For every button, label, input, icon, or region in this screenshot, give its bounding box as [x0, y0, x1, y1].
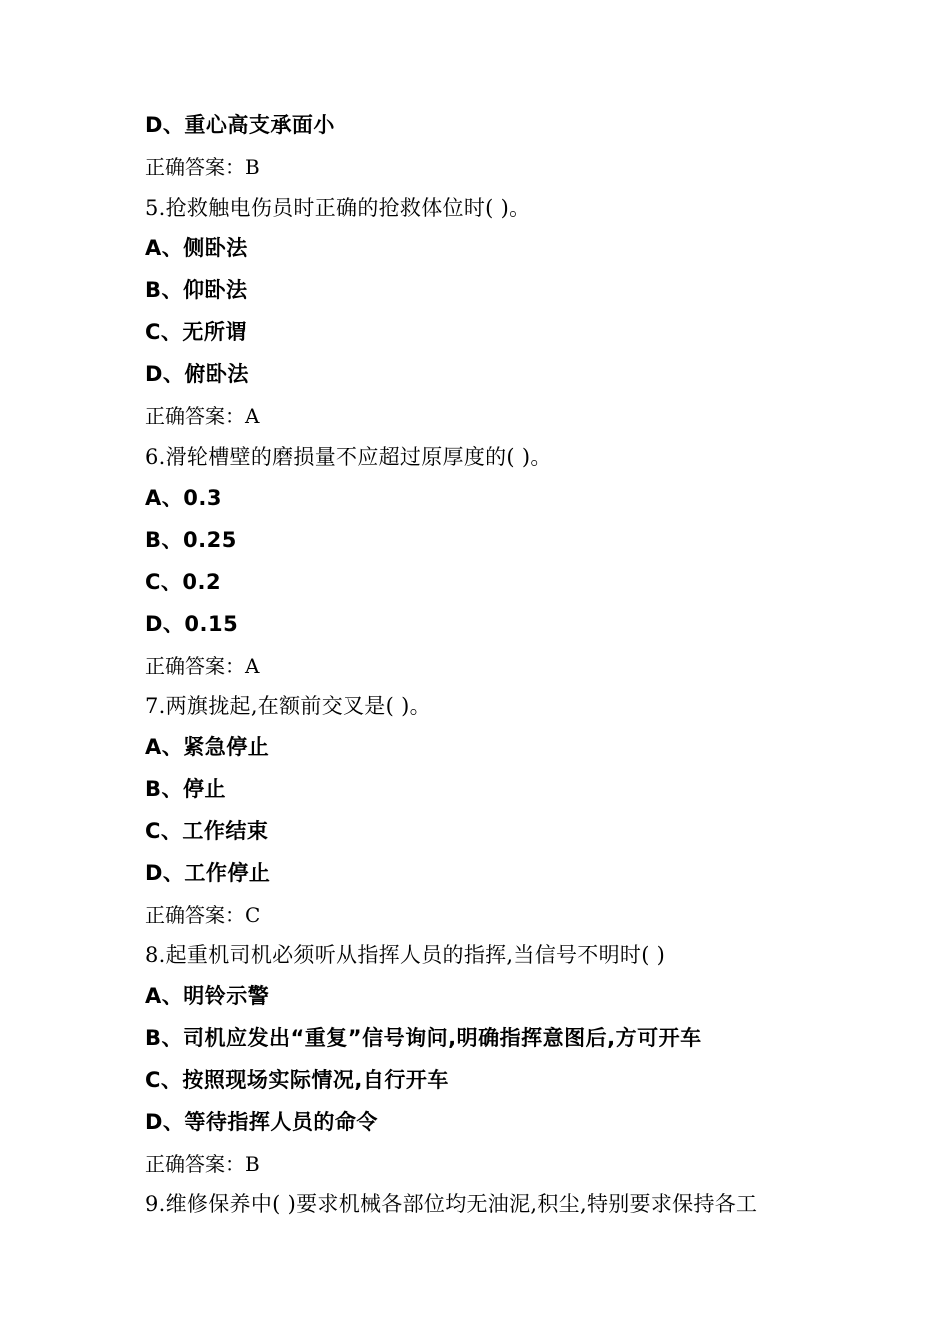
option-5a: A、侧卧法: [145, 236, 248, 260]
question-5: 5.抢救触电伤员时正确的抢救体位时( )。: [145, 196, 531, 220]
question-7: 7.两旗拢起,在额前交叉是( )。: [145, 694, 431, 718]
option-6c: C、0.2: [145, 570, 222, 594]
option-7d: D、工作停止: [145, 861, 271, 885]
option-8c: C、按照现场实际情况,自行开车: [145, 1068, 449, 1092]
option-5c: C、无所谓: [145, 320, 247, 344]
answer-5: 正确答案：A: [145, 404, 260, 428]
option-5d: D、俯卧法: [145, 362, 249, 386]
answer-6: 正确答案：A: [145, 654, 260, 678]
answer-8: 正确答案：B: [145, 1152, 260, 1176]
question-9: 9.维修保养中( )要求机械各部位均无油泥,积尘,特别要求保持各工: [145, 1192, 758, 1216]
option-7a: A、紧急停止: [145, 735, 270, 759]
question-6: 6.滑轮槽壁的磨损量不应超过原厚度的( )。: [145, 445, 552, 469]
question-8: 8.起重机司机必须听从指挥人员的指挥,当信号不明时( ): [145, 943, 666, 967]
option-8d: D、等待指挥人员的命令: [145, 1110, 378, 1134]
option-7c: C、工作结束: [145, 819, 269, 843]
option-4d: D、重心高支承面小: [145, 113, 335, 137]
answer-4: 正确答案：B: [145, 155, 260, 179]
option-7b: B、停止: [145, 777, 227, 801]
answer-7: 正确答案：C: [145, 903, 261, 927]
option-6d: D、0.15: [145, 612, 239, 636]
option-8a: A、明铃示警: [145, 984, 270, 1008]
option-6a: A、0.3: [145, 486, 222, 510]
option-5b: B、仰卧法: [145, 278, 248, 302]
option-6b: B、0.25: [145, 528, 237, 552]
option-8b: B、司机应发出“重复”信号询问,明确指挥意图后,方可开车: [145, 1026, 702, 1050]
